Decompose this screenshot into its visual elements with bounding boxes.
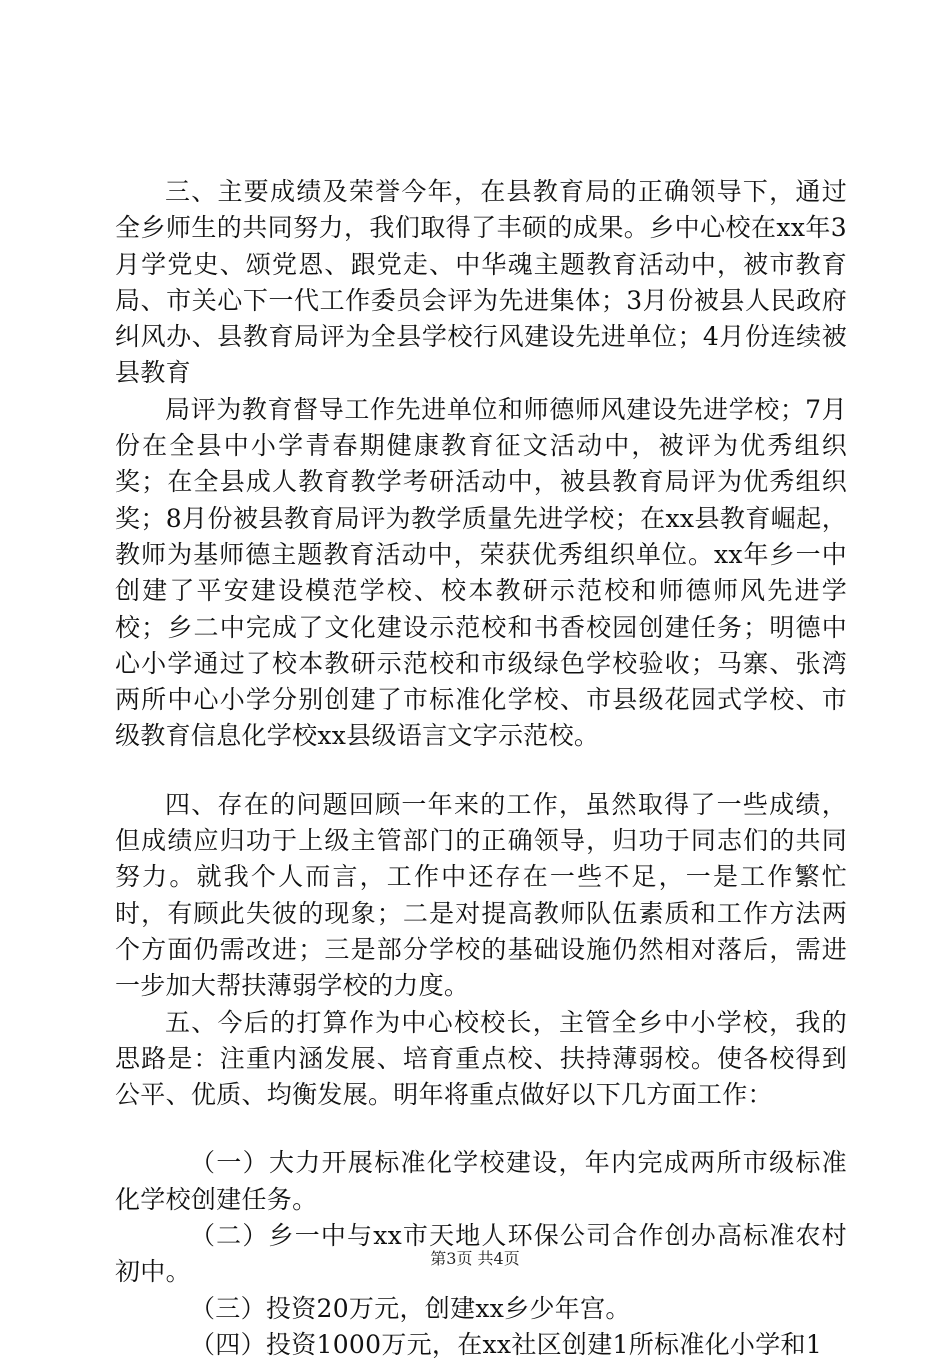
paragraph-achievements: 三、主要成绩及荣誉今年，在县教育局的正确领导下，通过全乡师生的共同努力，我们取得了丰硕的成果。乡中心校在xx年3月学党史、颂党恩、跟党走、中华魂主题教育活动中，被市教育局、市关心下一代工作委员会评为先进集体；3月份被县人民政府纠风办、县教育局评为全县学校行风建设先进单位；4月份连续被县教育 [115, 177, 847, 388]
list-item-plan-2: （二）乡一中与xx市天地人环保公司合作创办高标准农村初中。 [115, 1221, 847, 1287]
list-item-plan-3: （三）投资20万元，创建xx乡少年宫。 [190, 1293, 631, 1323]
paragraph-achievements-continued: 局评为教育督导工作先进单位和师德师风建设先进学校；7月份在全县中小学青春期健康教育征文活动中，被评为优秀组织奖；在全县成人教育教学考研活动中，被县教育局评为优秀组织奖；8月份被县教育局评为教学质量先进学校；在xx县教育崛起，教师为基师德主题教育活动中，荣获优秀组织单位。xx年乡一中创建了平安建设模范学校、校本教研示范校和师德师风先进学校；乡二中完成了文化建设示范校和书香校园创建任务；明德中心小学通过了校本教研示范校和市级绿色学校验收；马寨、张湾两所中心小学分别创建了市标准化学校、市县级花园式学校、市级教育信息化学校xx县级语言文字示范校。 [115, 394, 847, 751]
paragraph-problems: 四、存在的问题回顾一年来的工作，虽然取得了一些成绩，但成绩应归功于上级主管部门的正确领导，归功于同志们的共同努力。就我个人而言，工作中还存在一些不足，一是工作繁忙时，有顾此失彼的现象；二是对提高教师队伍素质和工作方法两个方面仍需改进；三是部分学校的基础设施仍然相对落后，需进一步加大帮扶薄弱学校的力度。 [115, 789, 847, 1001]
list-item-plan-1: （一）大力开展标准化学校建设，年内完成两所市级标准化学校创建任务。 [115, 1148, 847, 1214]
page-number-footer: 第3页 共4页 [430, 1249, 520, 1268]
document-body [115, 174, 847, 1363]
list-item-plan-4: （四）投资1000万元，在xx社区创建1所标准化小学和1 [190, 1329, 823, 1359]
paragraph-plans: 五、今后的打算作为中心校校长，主管全乡中小学校，我的思路是：注重内涵发展、培育重点校、扶持薄弱校。使各校得到公平、优质、均衡发展。明年将重点做好以下几方面工作： [115, 1007, 847, 1110]
